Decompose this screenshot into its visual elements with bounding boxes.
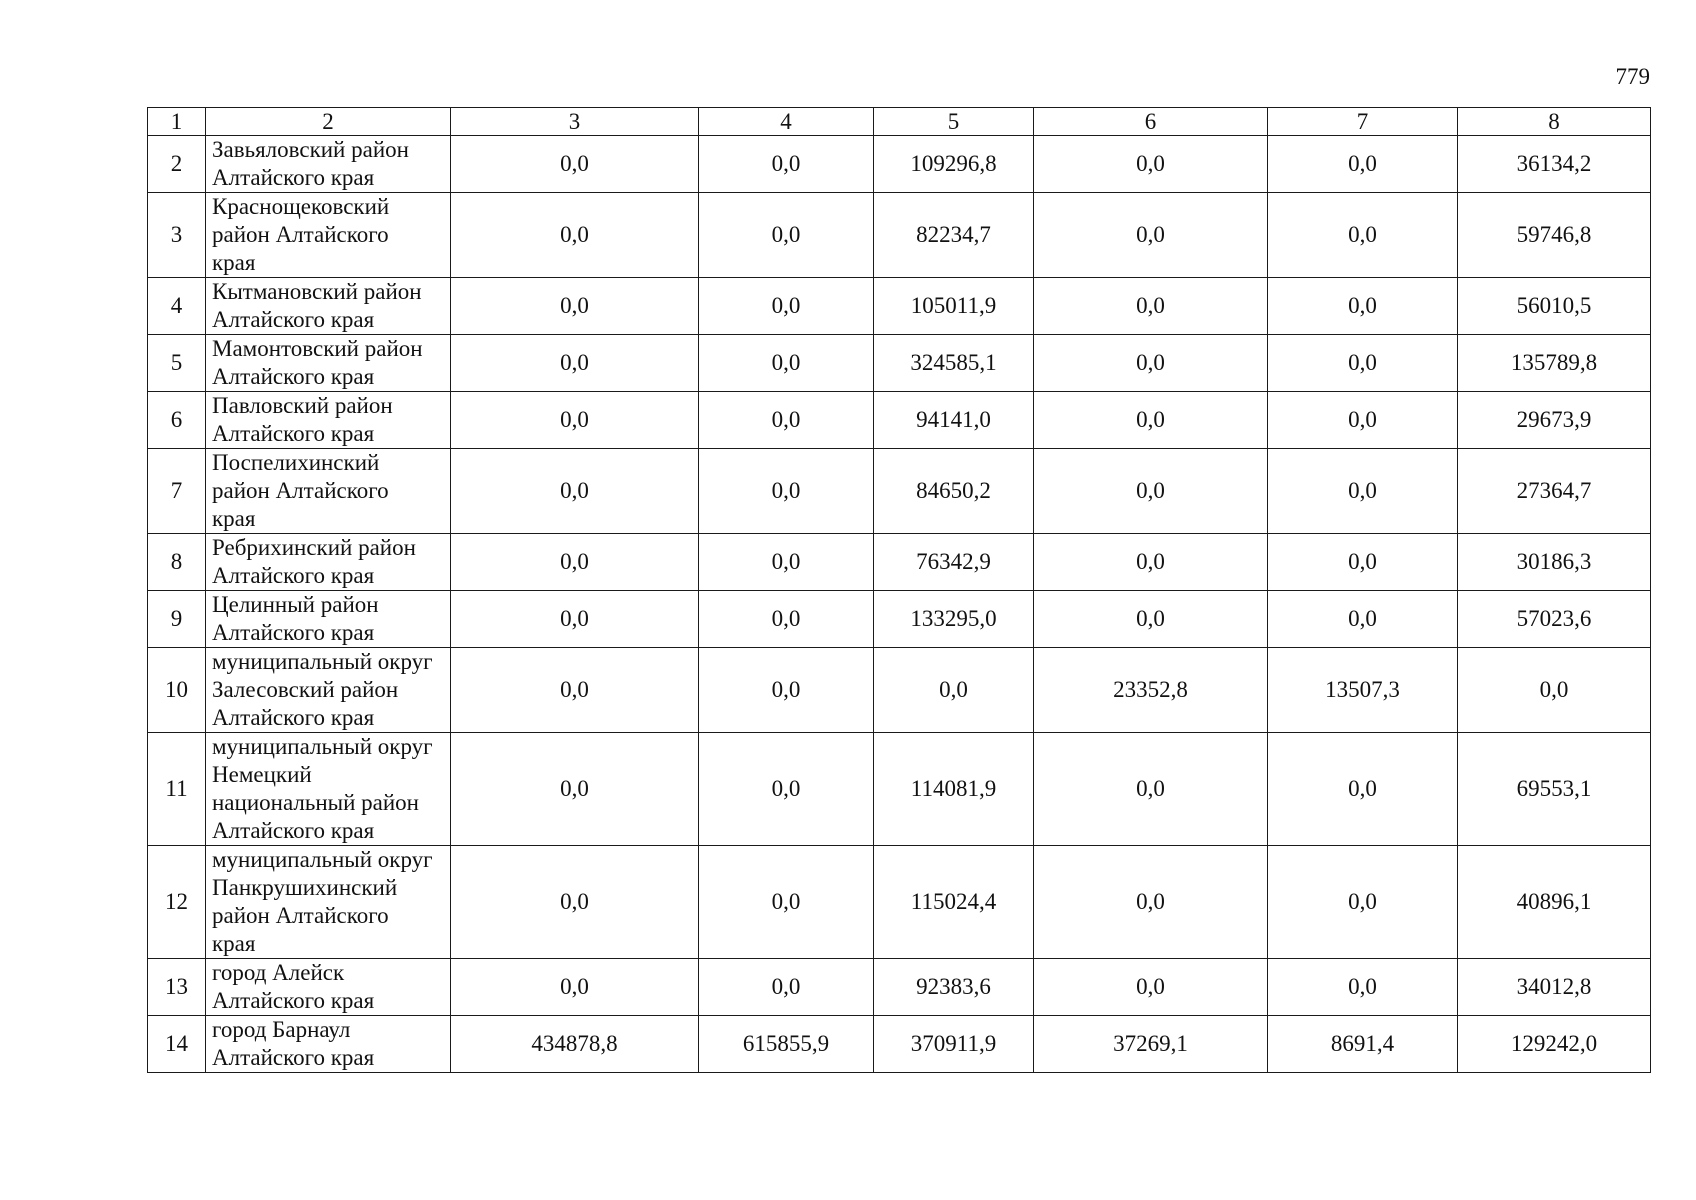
value-cell-col-3: 0,0 (451, 392, 699, 449)
value-cell-col-3: 0,0 (451, 648, 699, 733)
value-cell-col-3: 0,0 (451, 846, 699, 959)
value-cell-col-4: 0,0 (699, 591, 874, 648)
value-cell-col-5: 370911,9 (874, 1016, 1034, 1073)
row-number-cell: 9 (148, 591, 206, 648)
value-cell-col-5: 92383,6 (874, 959, 1034, 1016)
value-cell-col-8: 129242,0 (1458, 1016, 1651, 1073)
value-cell-col-8: 29673,9 (1458, 392, 1651, 449)
column-header: 5 (874, 108, 1034, 136)
municipality-name-cell: муниципальный округ Залесовский район Алтайского края (206, 648, 451, 733)
row-number-cell: 12 (148, 846, 206, 959)
value-cell-col-6: 0,0 (1034, 534, 1268, 591)
value-cell-col-7: 0,0 (1268, 449, 1458, 534)
value-cell-col-8: 0,0 (1458, 648, 1651, 733)
table-row (148, 449, 1651, 534)
value-cell-col-6: 0,0 (1034, 449, 1268, 534)
value-cell-col-3: 434878,8 (451, 1016, 699, 1073)
municipality-name-cell: Мамонтовский район Алтайского края (206, 335, 451, 392)
value-cell-col-4: 0,0 (699, 193, 874, 278)
value-cell-col-6: 0,0 (1034, 193, 1268, 278)
table-row (148, 136, 1651, 193)
column-header: 1 (148, 108, 206, 136)
value-cell-col-5: 324585,1 (874, 335, 1034, 392)
value-cell-col-6: 0,0 (1034, 959, 1268, 1016)
table-row (148, 534, 1651, 591)
municipality-name-cell: город Барнаул Алтайского края (206, 1016, 451, 1073)
value-cell-col-4: 0,0 (699, 278, 874, 335)
value-cell-col-3: 0,0 (451, 959, 699, 1016)
value-cell-col-6: 0,0 (1034, 392, 1268, 449)
table-row (148, 278, 1651, 335)
row-number-cell: 7 (148, 449, 206, 534)
value-cell-col-5: 109296,8 (874, 136, 1034, 193)
row-number-cell: 8 (148, 534, 206, 591)
value-cell-col-3: 0,0 (451, 335, 699, 392)
value-cell-col-4: 0,0 (699, 733, 874, 846)
value-cell-col-7: 0,0 (1268, 136, 1458, 193)
table-row (148, 591, 1651, 648)
value-cell-col-5: 94141,0 (874, 392, 1034, 449)
value-cell-col-5: 105011,9 (874, 278, 1034, 335)
value-cell-col-6: 0,0 (1034, 335, 1268, 392)
value-cell-col-3: 0,0 (451, 534, 699, 591)
value-cell-col-7: 0,0 (1268, 591, 1458, 648)
municipality-name-cell: город Алейск Алтайского края (206, 959, 451, 1016)
value-cell-col-7: 0,0 (1268, 534, 1458, 591)
column-header: 2 (206, 108, 451, 136)
value-cell-col-7: 8691,4 (1268, 1016, 1458, 1073)
value-cell-col-6: 0,0 (1034, 733, 1268, 846)
municipality-name-cell: Завьяловский район Алтайского края (206, 136, 451, 193)
row-number-cell: 14 (148, 1016, 206, 1073)
value-cell-col-4: 0,0 (699, 648, 874, 733)
row-number-cell: 13 (148, 959, 206, 1016)
value-cell-col-7: 0,0 (1268, 846, 1458, 959)
column-header: 6 (1034, 108, 1268, 136)
value-cell-col-3: 0,0 (451, 733, 699, 846)
value-cell-col-5: 76342,9 (874, 534, 1034, 591)
table-row (148, 733, 1651, 846)
value-cell-col-5: 115024,4 (874, 846, 1034, 959)
value-cell-col-7: 0,0 (1268, 959, 1458, 1016)
value-cell-col-8: 40896,1 (1458, 846, 1651, 959)
value-cell-col-3: 0,0 (451, 136, 699, 193)
value-cell-col-8: 59746,8 (1458, 193, 1651, 278)
value-cell-col-8: 36134,2 (1458, 136, 1651, 193)
table-row (148, 193, 1651, 278)
page-number: 779 (1615, 64, 1650, 89)
value-cell-col-4: 0,0 (699, 136, 874, 193)
value-cell-col-4: 0,0 (699, 449, 874, 534)
value-cell-col-4: 0,0 (699, 335, 874, 392)
value-cell-col-3: 0,0 (451, 449, 699, 534)
municipality-name-cell: муниципальный округ Немецкий национальный район Алтайского края (206, 733, 451, 846)
value-cell-col-8: 27364,7 (1458, 449, 1651, 534)
value-cell-col-7: 13507,3 (1268, 648, 1458, 733)
value-cell-col-8: 56010,5 (1458, 278, 1651, 335)
value-cell-col-5: 114081,9 (874, 733, 1034, 846)
table-row (148, 1016, 1651, 1073)
value-cell-col-6: 37269,1 (1034, 1016, 1268, 1073)
value-cell-col-3: 0,0 (451, 278, 699, 335)
column-header: 8 (1458, 108, 1651, 136)
table-row (148, 959, 1651, 1016)
column-header: 7 (1268, 108, 1458, 136)
data-table (147, 107, 1651, 1073)
value-cell-col-8: 34012,8 (1458, 959, 1651, 1016)
municipality-name-cell: Целинный район Алтайского края (206, 591, 451, 648)
value-cell-col-6: 23352,8 (1034, 648, 1268, 733)
municipality-name-cell: Поспелихинский район Алтайского края (206, 449, 451, 534)
value-cell-col-5: 82234,7 (874, 193, 1034, 278)
value-cell-col-5: 133295,0 (874, 591, 1034, 648)
value-cell-col-7: 0,0 (1268, 278, 1458, 335)
value-cell-col-3: 0,0 (451, 193, 699, 278)
value-cell-col-6: 0,0 (1034, 278, 1268, 335)
row-number-cell: 11 (148, 733, 206, 846)
value-cell-col-7: 0,0 (1268, 392, 1458, 449)
table-row (148, 392, 1651, 449)
value-cell-col-8: 30186,3 (1458, 534, 1651, 591)
value-cell-col-7: 0,0 (1268, 193, 1458, 278)
value-cell-col-8: 135789,8 (1458, 335, 1651, 392)
value-cell-col-4: 615855,9 (699, 1016, 874, 1073)
value-cell-col-6: 0,0 (1034, 136, 1268, 193)
value-cell-col-8: 57023,6 (1458, 591, 1651, 648)
municipality-name-cell: муниципальный округ Панкрушихинский район Алтайского края (206, 846, 451, 959)
value-cell-col-4: 0,0 (699, 534, 874, 591)
row-number-cell: 10 (148, 648, 206, 733)
municipality-name-cell: Кытмановский район Алтайского края (206, 278, 451, 335)
value-cell-col-5: 0,0 (874, 648, 1034, 733)
value-cell-col-7: 0,0 (1268, 335, 1458, 392)
header-row (148, 108, 1651, 136)
value-cell-col-5: 84650,2 (874, 449, 1034, 534)
municipality-name-cell: Павловский район Алтайского края (206, 392, 451, 449)
table-row (148, 648, 1651, 733)
value-cell-col-4: 0,0 (699, 392, 874, 449)
municipality-name-cell: Ребрихинский район Алтайского края (206, 534, 451, 591)
column-header: 3 (451, 108, 699, 136)
row-number-cell: 6 (148, 392, 206, 449)
municipality-name-cell: Краснощековский район Алтайского края (206, 193, 451, 278)
value-cell-col-8: 69553,1 (1458, 733, 1651, 846)
value-cell-col-4: 0,0 (699, 959, 874, 1016)
value-cell-col-6: 0,0 (1034, 591, 1268, 648)
value-cell-col-7: 0,0 (1268, 733, 1458, 846)
value-cell-col-3: 0,0 (451, 591, 699, 648)
row-number-cell: 5 (148, 335, 206, 392)
value-cell-col-4: 0,0 (699, 846, 874, 959)
row-number-cell: 2 (148, 136, 206, 193)
row-number-cell: 3 (148, 193, 206, 278)
table-row (148, 846, 1651, 959)
value-cell-col-6: 0,0 (1034, 846, 1268, 959)
column-header: 4 (699, 108, 874, 136)
row-number-cell: 4 (148, 278, 206, 335)
table-row (148, 335, 1651, 392)
